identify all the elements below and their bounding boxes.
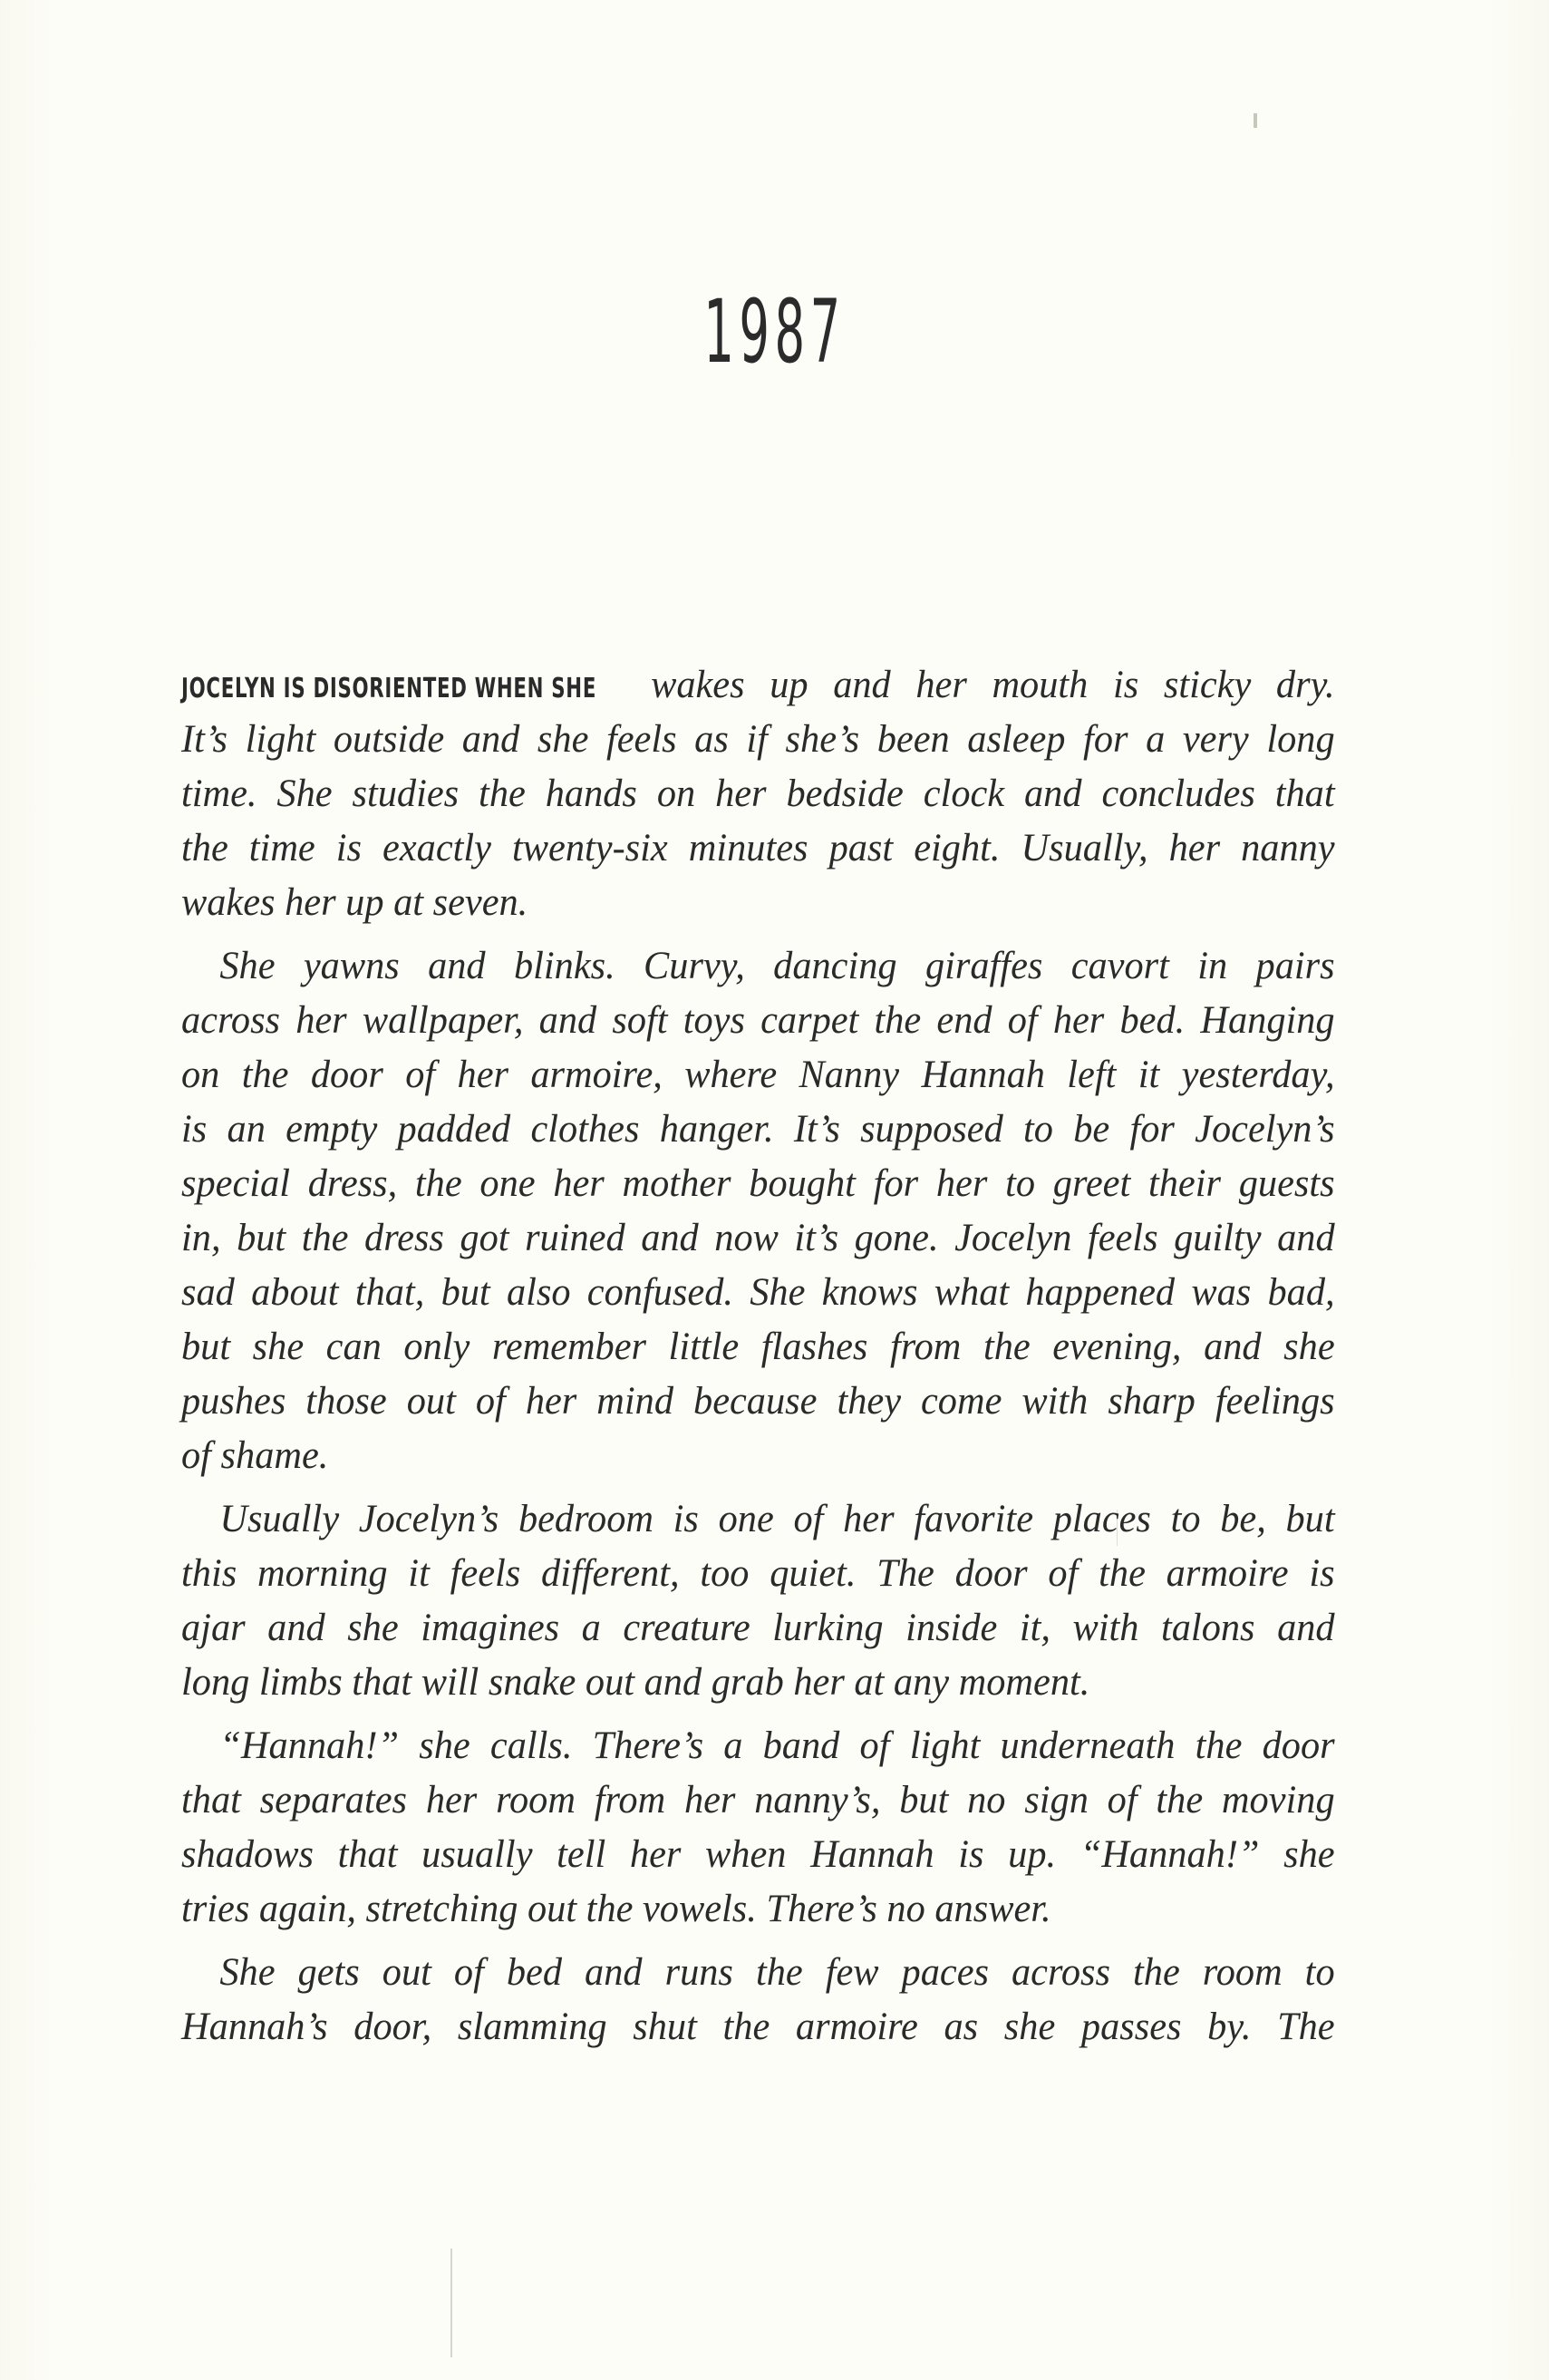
paragraph xyxy=(181,1946,1352,2055)
text-line: but she can only remember little flashes from the evening, and she xyxy=(181,1326,1335,1368)
scan-speck xyxy=(450,2249,452,2357)
text-span: wakes up and her mouth is sticky dry. xyxy=(651,664,1335,706)
paragraph-gap xyxy=(181,1937,1352,1946)
text-line: time. She studies the hands on her bedside clock and concludes that xyxy=(181,772,1335,815)
text-line: Usually Jocelyn’s bedroom is one of her favorite places to be, but xyxy=(219,1498,1335,1540)
text-line: pushes those out of her mind because they come with sharp feelings xyxy=(181,1380,1335,1423)
text-line: in, but the dress got ruined and now it’s gone. Jocelyn feels guilty and xyxy=(181,1217,1335,1259)
text-line: is an empty padded clothes hanger. It’s supposed to be for Jocelyn’s xyxy=(181,1108,1335,1151)
text-line xyxy=(181,658,1335,713)
text-line: that separates her room from her nanny’s, but no sign of the moving xyxy=(181,1779,1335,1821)
paragraph xyxy=(181,1719,1352,1937)
text-line: tries again, stretching out the vowels. There’s no answer. xyxy=(181,1888,1051,1930)
lead-in-small-caps: JOCELYN IS DISORIENTED WHEN SHE xyxy=(181,673,597,704)
paragraph xyxy=(181,939,1352,1483)
text-line: shadows that usually tell her when Hannah is up. “Hannah!” she xyxy=(181,1833,1335,1876)
chapter-body xyxy=(181,658,1352,2055)
text-line: the time is exactly twenty-six minutes past eight. Usually, her nanny xyxy=(181,827,1335,869)
text-line: wakes her up at seven. xyxy=(181,881,528,924)
text-line: “Hannah!” she calls. There’s a band of light underneath the door xyxy=(219,1724,1335,1767)
scan-speck xyxy=(1254,113,1257,128)
paragraph-gap xyxy=(181,930,1352,939)
paragraph xyxy=(181,1492,1352,1710)
text-line: It’s light outside and she feels as if she’s been asleep for a very long xyxy=(181,718,1335,761)
text-line: across her wallpaper, and soft toys carpet the end of her bed. Hanging xyxy=(181,999,1335,1042)
paragraph-gap xyxy=(181,1710,1352,1719)
text-line: She yawns and blinks. Curvy, dancing giraffes cavort in pairs xyxy=(219,945,1335,987)
text-line: long limbs that will snake out and grab her at any moment. xyxy=(181,1661,1090,1704)
text-line: on the door of her armoire, where Nanny Hannah left it yesterday, xyxy=(181,1054,1335,1096)
chapter-title: 1987 xyxy=(703,281,846,383)
text-line: ajar and she imagines a creature lurking inside it, with talons and xyxy=(181,1607,1335,1649)
text-line: of shame. xyxy=(181,1434,329,1477)
paragraph-gap xyxy=(181,1483,1352,1492)
text-line: She gets out of bed and runs the few paces across the room to xyxy=(219,1951,1335,1994)
text-line: this morning it feels different, too quiet. The door of the armoire is xyxy=(181,1552,1335,1595)
paragraph xyxy=(181,658,1352,930)
text-line: sad about that, but also confused. She knows what happened was bad, xyxy=(181,1271,1335,1314)
text-line: special dress, the one her mother bought for her to greet their guests xyxy=(181,1162,1335,1205)
text-line: Hannah’s door, slamming shut the armoire as she passes by. The xyxy=(181,2006,1335,2048)
